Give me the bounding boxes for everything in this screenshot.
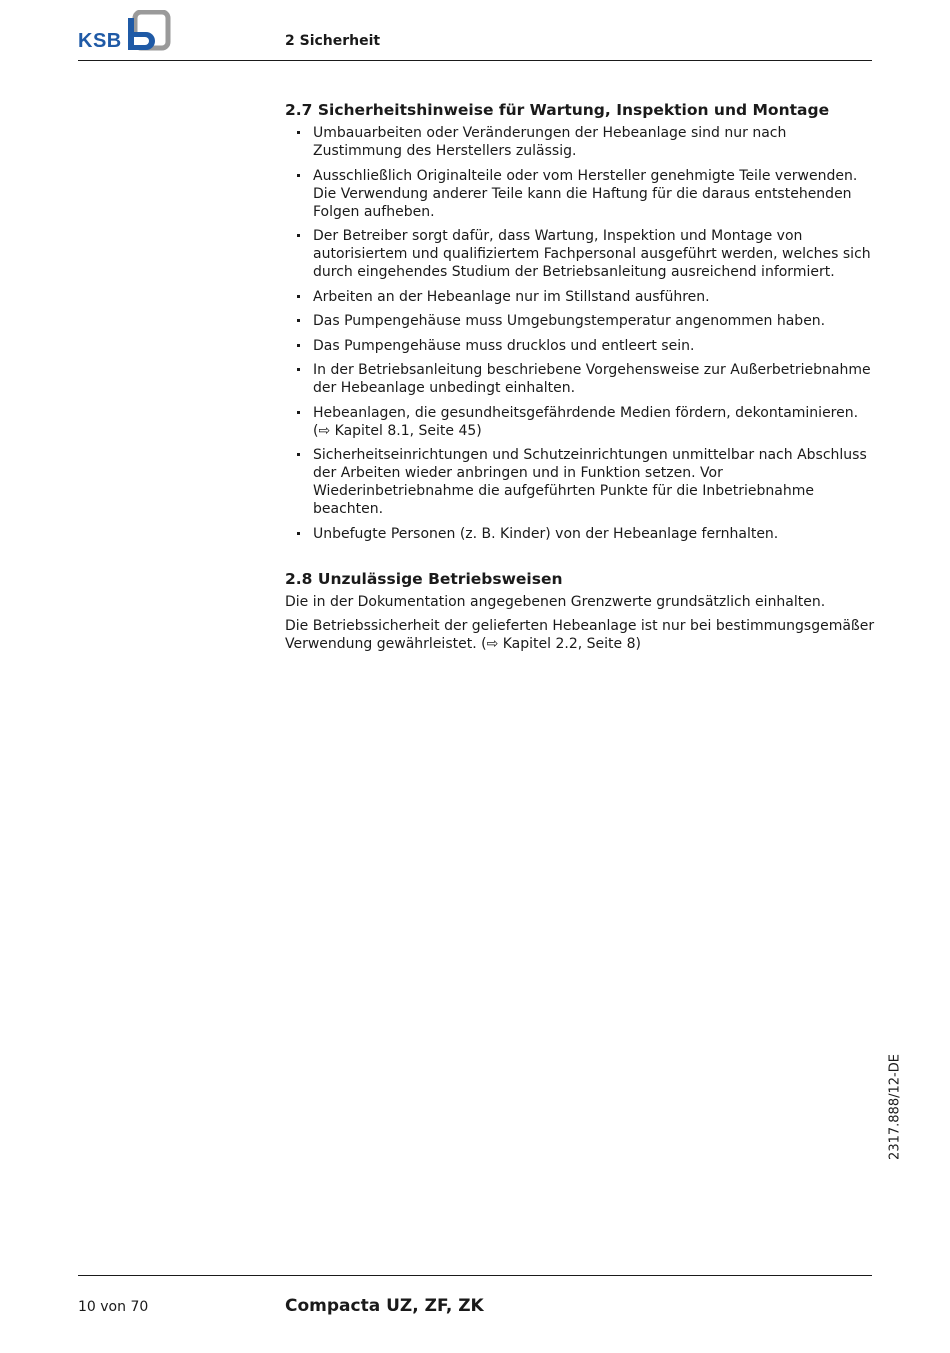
bullet-icon [297, 295, 300, 298]
header-section-title: 2 Sicherheit [285, 33, 381, 49]
product-name: Compacta UZ, ZF, ZK [285, 1296, 484, 1316]
footer-divider [78, 1275, 872, 1276]
section-27-list [285, 124, 875, 543]
section-27-heading: 2.7 Sicherheitshinweise für Wartung, Inspektion und Montage [285, 101, 830, 119]
bullet-icon [297, 368, 300, 371]
ksb-logo [78, 10, 174, 54]
list-item: Der Betreiber sorgt dafür, dass Wartung, Inspektion und Montage von autorisiertem und qualifiziertem Fachpersonal ausgeführt werden, welches sich durch eingehendes Studium der Betriebsanleitung ausreichend informiert. [285, 227, 875, 281]
bullet-icon [297, 131, 300, 134]
section-28-paragraph: Die in der Dokumentation angegebenen Grenzwerte grundsätzlich einhalten. [285, 593, 826, 610]
bullet-icon [297, 319, 300, 322]
bullet-icon [297, 234, 300, 237]
bullet-icon [297, 532, 300, 535]
document-number: 2317.888/12-DE [887, 1054, 903, 1160]
page-number: 10 von 70 [78, 1299, 149, 1315]
list-item: Umbauarbeiten oder Veränderungen der Hebeanlage sind nur nach Zustimmung des Herstellers zulässig. [285, 124, 875, 160]
bullet-icon [297, 344, 300, 347]
bullet-icon [297, 453, 300, 456]
main-content [285, 99, 875, 660]
list-item: Ausschließlich Originalteile oder vom Hersteller genehmigte Teile verwenden. Die Verwendung anderer Teile kann die Haftung für die daraus entstehenden Folgen aufheben. [285, 167, 875, 221]
list-item: Das Pumpengehäuse muss Umgebungstemperatur angenommen haben. [285, 312, 875, 330]
bullet-icon [297, 411, 300, 414]
list-item: Sicherheitseinrichtungen und Schutzeinrichtungen unmittelbar nach Abschluss der Arbeiten wieder anbringen und in Funktion setzen. Vor Wiederinbetriebnahme die aufgeführten Punkte für die Inbetriebnahme beachten. [285, 446, 875, 518]
list-item: Unbefugte Personen (z. B. Kinder) von der Hebeanlage fernhalten. [285, 525, 875, 543]
section-28-paragraph: Die Betriebssicherheit der gelieferten Hebeanlage ist nur bei bestimmungsgemäßer Verwendung gewährleistet. (⇨ Kapitel 2.2, Seite 8) [285, 618, 875, 652]
list-item: Das Pumpengehäuse muss drucklos und entleert sein. [285, 337, 875, 355]
logo-text: KSB [78, 30, 122, 52]
list-item: Hebeanlagen, die gesundheitsgefährdende Medien fördern, dekontaminieren. (⇨ Kapitel 8.1, Seite 45) [285, 404, 875, 440]
logo-mark-icon [126, 10, 172, 52]
section-28-heading: 2.8 Unzulässige Betriebsweisen [285, 569, 563, 588]
list-item: In der Betriebsanleitung beschriebene Vorgehensweise zur Außerbetriebnahme der Hebeanlage unbedingt einhalten. [285, 361, 875, 397]
list-item: Arbeiten an der Hebeanlage nur im Stillstand ausführen. [285, 288, 875, 306]
header-divider [78, 60, 872, 61]
bullet-icon [297, 174, 300, 177]
